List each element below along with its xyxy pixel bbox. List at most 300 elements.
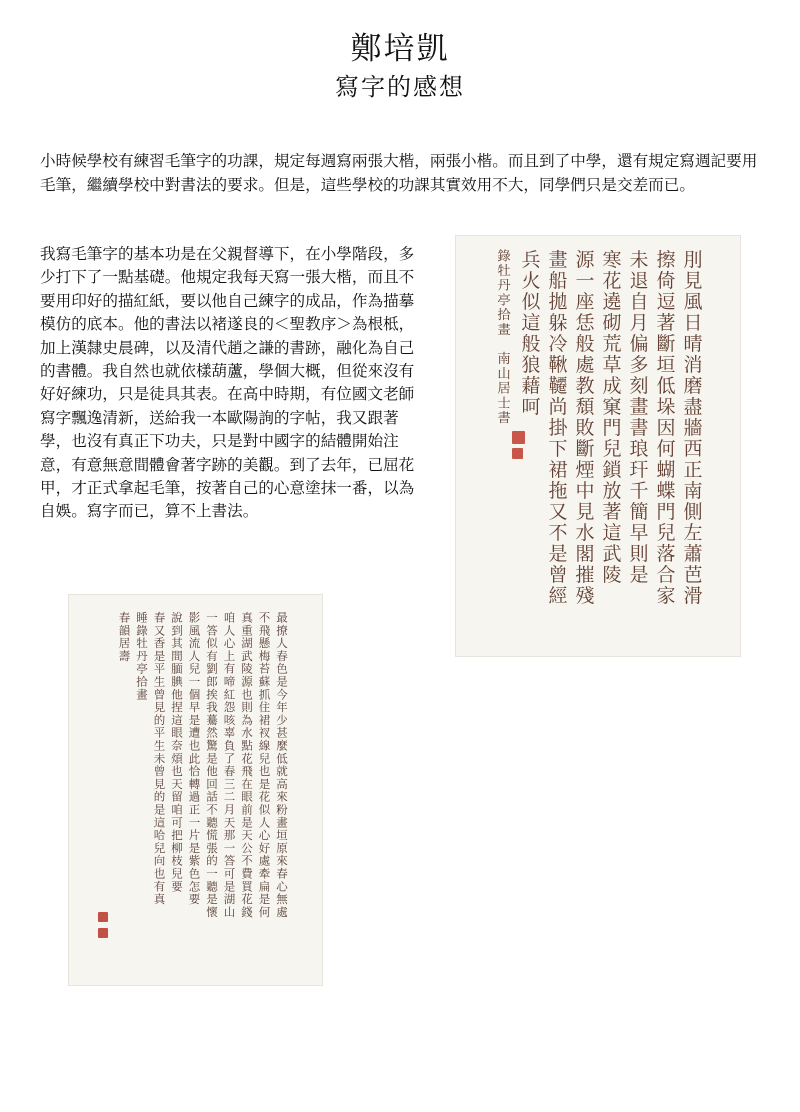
page-subtitle: 寫字的感想 [335,73,465,101]
glyph: 其 [171,636,183,651]
glyph: 擦 [656,249,676,271]
glyph: 眼 [171,725,183,740]
glyph: 退 [629,270,649,292]
glyph: 是 [188,712,201,727]
glyph: 摧 [575,564,595,586]
glyph: 最 [276,610,288,625]
glyph: 兵 [521,249,541,271]
glyph: 眼 [241,789,253,804]
glyph: 有 [153,879,166,894]
glyph: 此 [188,751,201,766]
glyph: 風 [683,291,703,313]
glyph: 為 [241,712,253,727]
glyph: 躲 [548,312,568,334]
glyph: 也 [171,764,183,779]
glyph: 下 [548,438,568,460]
glyph: 亭 [136,661,148,676]
calligraphy-scroll-2-column [171,611,184,894]
glyph: 水 [241,725,253,740]
calligraphy-scroll-2-column [154,611,166,907]
glyph: 窠 [602,396,622,418]
glyph: 風 [188,623,201,638]
glyph: 是 [206,751,218,766]
glyph: 個 [188,687,201,702]
glyph: 生 [153,738,166,753]
glyph: 兒 [656,522,676,544]
glyph: 早 [629,522,649,544]
glyph: 消 [683,354,703,376]
glyph: 水 [575,522,595,544]
glyph: 真 [153,892,166,907]
glyph: 要 [188,892,201,907]
glyph: 似 [521,291,541,313]
glyph: 年 [276,700,288,715]
glyph: 日 [683,312,703,334]
glyph: 有 [223,661,236,676]
glyph: 因 [656,417,676,439]
glyph: 回 [206,776,218,791]
glyph: 飛 [258,623,271,638]
glyph: 正 [683,459,703,481]
glyph: 費 [241,866,253,881]
glyph: 兒 [153,840,166,855]
glyph: 武 [602,543,622,565]
glyph: 見 [575,501,595,523]
glyph: 源 [241,674,253,689]
glyph: 逗 [656,291,676,313]
glyph: 倚 [656,270,676,292]
glyph: 這 [171,712,183,727]
glyph: 敗 [575,417,595,439]
glyph: 人 [188,648,201,663]
glyph: 也 [153,866,166,881]
glyph: 點 [241,738,253,753]
glyph: 話 [206,789,218,804]
glyph: 見 [683,270,703,292]
glyph: 著 [602,501,622,523]
glyph: 把 [171,828,183,843]
glyph: 滑 [683,585,703,607]
glyph: 郎 [206,674,218,689]
glyph: 三 [223,776,236,791]
glyph: 片 [188,828,201,843]
glyph: 書 [497,411,511,426]
glyph: 那 [223,828,236,843]
glyph: 陵 [602,564,622,586]
glyph: 是 [153,648,166,663]
glyph: 恁 [575,312,595,334]
calligraphy-scroll-2-column [189,611,201,907]
glyph: 中 [575,480,595,502]
glyph: 似 [206,636,218,651]
calligraphy-scroll-1 [455,235,741,657]
glyph: 怨 [223,700,236,715]
glyph: 撩 [276,623,288,638]
glyph: 是 [188,840,201,855]
glyph: 居 [497,381,511,397]
glyph: 影 [188,610,201,625]
glyph: 來 [276,789,288,804]
glyph: 自 [629,291,649,313]
glyph: 錄 [497,249,511,265]
glyph: 是 [223,879,236,894]
glyph: 多 [629,354,649,376]
glyph: 香 [153,636,166,651]
glyph: 是 [548,543,568,565]
calligraphy-scroll-2 [68,594,323,986]
glyph: 春 [276,648,288,663]
glyph: 有 [206,648,218,663]
glyph: 低 [656,375,676,397]
intro-paragraph: 小時候學校有練習毛筆字的功課，規定每週寫兩張大楷，兩張小楷。而且到了中學，還有規定寫週記要用毛筆，繼續學校中對書法的要求。但是，這些學校的功課其實效用不大，同學們只是交差而已。 [40,152,758,194]
glyph: 不 [548,522,568,544]
glyph: 扁 [258,879,271,894]
calligraphy-scroll-2-column [206,611,218,919]
glyph: 山 [497,366,511,382]
body-paragraph: 我寫毛筆字的基本功是在父親督導下，在小學階段，多少打下了一點基礎。他規定我每天寫一張大楷，而且不要用印好的描紅紙，要以他自己練字的成品，作為描摹模仿的底本。他的書法以褚遂良的＜聖教序＞為根柢，加上漢隸史晨碑，以及清代趙之謙的書跡，融化為自己的書體。我自然也就依樣葫蘆，學個大概，但從來沒有好好練功，只是徒具其表。在高中時期，有位國文老師寫字飄逸清新，送給我一本歐陽詢的字帖，我又跟著學，也沒有真正下功夫，只是對中國字的結體開始注意，有意無意間體會著字跡的美觀。到了去年，已屈花甲，才正式拿起毛筆，按著自己的心意塗抹一番，以為自娛。寫字而已，算不上書法。 [40,245,415,521]
glyph: 衩 [258,725,271,740]
glyph: 過 [188,789,201,804]
glyph: 人 [276,636,288,651]
glyph: 說 [171,610,183,625]
glyph: 無 [276,892,288,907]
glyph: 辜 [223,725,236,740]
glyph: 紫 [188,853,201,868]
glyph: 砌 [602,312,622,334]
glyph: 南 [497,352,511,368]
glyph: 鞦 [548,354,568,376]
glyph: 咳 [223,712,236,727]
glyph: 兒 [171,866,183,881]
glyph: 丹 [497,278,511,294]
glyph: 蕭 [683,543,703,565]
glyph: 是 [241,815,253,830]
glyph: 裙 [548,459,568,481]
glyph: 千 [629,480,649,502]
seal-stamp [98,928,108,938]
glyph: 牆 [683,417,703,439]
glyph: 生 [153,674,166,689]
glyph: 左 [683,522,703,544]
glyph: 心 [223,636,236,651]
glyph: 挨 [206,687,218,702]
glyph: 遶 [602,291,622,313]
glyph: 書 [629,417,649,439]
glyph: 咱 [171,802,183,817]
glyph: 真 [241,610,253,625]
glyph: 成 [602,375,622,397]
calligraphy-scroll-1-image [455,235,741,657]
calligraphy-scroll-2-column [136,611,148,702]
glyph: 這 [602,522,622,544]
glyph: 聽 [206,815,218,830]
calligraphy-scroll-2-column [224,611,237,919]
glyph: 也 [241,687,253,702]
glyph: 冷 [548,333,568,355]
glyph: 則 [241,700,253,715]
glyph: 在 [241,776,253,791]
glyph: 重 [241,623,253,638]
glyph: 飛 [241,764,253,779]
glyph: 湖 [241,636,253,651]
glyph: 色 [188,866,201,881]
glyph: 未 [629,249,649,271]
glyph: 人 [258,815,271,830]
glyph: 牽 [258,866,271,881]
glyph: 遭 [188,725,201,740]
glyph: 落 [656,543,676,565]
page-title: 鄭培凱 [350,31,450,67]
glyph: 二 [223,789,236,804]
glyph: 藉 [521,375,541,397]
glyph: 聽 [206,879,218,894]
glyph: 買 [241,879,253,894]
glyph: 也 [258,764,271,779]
glyph: 麼 [276,738,288,753]
glyph: 高 [276,776,288,791]
glyph: 來 [276,853,288,868]
glyph: 處 [276,904,288,919]
glyph: 抓 [258,687,271,702]
glyph: 人 [223,623,236,638]
glyph: 原 [276,840,288,855]
glyph: 劉 [206,661,218,676]
glyph: 琅 [629,438,649,460]
glyph: 荒 [602,333,622,355]
glyph: 轉 [188,776,201,791]
glyph: 垣 [656,354,676,376]
seal-stamp [98,912,108,922]
calligraphy-scroll-1-column [548,249,568,607]
glyph: 著 [656,312,676,334]
glyph: 曾 [153,687,166,702]
glyph: 未 [153,751,166,766]
glyph: 流 [188,636,201,651]
glyph: 晴 [683,333,703,355]
glyph: 天 [171,776,183,791]
glyph: 這 [521,312,541,334]
glyph: 正 [188,802,201,817]
glyph: 好 [258,840,271,855]
glyph: 負 [223,738,236,753]
glyph: 天 [241,828,253,843]
glyph: 我 [206,700,218,715]
glyph: 懸 [258,636,271,651]
glyph: 磨 [683,375,703,397]
glyph: 何 [656,438,676,460]
glyph: 住 [258,700,271,715]
glyph: 間 [171,648,183,663]
glyph: 經 [548,585,568,607]
glyph: 柳 [171,840,183,855]
glyph: 刖 [683,249,703,271]
calligraphy-scroll-2-image [68,594,323,986]
glyph: 側 [683,501,703,523]
glyph: 畫 [497,322,511,338]
glyph: 源 [575,249,595,271]
glyph: 睡 [136,610,148,625]
calligraphy-scroll-1-column [656,249,675,607]
glyph: 早 [188,700,201,715]
glyph: 煙 [575,459,595,481]
glyph: 不 [258,610,271,625]
glyph: 也 [188,738,201,753]
glyph: 牡 [136,636,148,651]
glyph: 月 [223,802,236,817]
seal-stamp [512,431,525,444]
glyph: 心 [258,828,271,843]
glyph: 狼 [521,354,541,376]
glyph: 南 [683,480,703,502]
glyph: 芭 [683,564,703,586]
glyph: 不 [206,802,218,817]
glyph: 煩 [171,751,183,766]
glyph: 拖 [548,480,568,502]
glyph: 他 [171,687,183,702]
glyph: 畫 [276,815,288,830]
glyph: 一 [206,866,218,881]
glyph: 可 [223,866,236,881]
glyph: 見 [153,776,166,791]
glyph: 湖 [223,892,236,907]
glyph: 陵 [241,661,253,676]
glyph: 見 [153,700,166,715]
glyph: 蘇 [258,674,271,689]
glyph: 家 [656,585,676,607]
glyph: 啼 [223,674,236,689]
glyph: 公 [241,840,253,855]
glyph: 上 [223,648,236,663]
glyph: 平 [153,661,166,676]
glyph: 蝶 [656,480,676,502]
glyph: 的 [153,789,166,804]
glyph: 不 [241,853,253,868]
glyph: 韆 [548,375,568,397]
calligraphy-scroll-2-column [241,611,253,919]
glyph: 居 [118,636,131,651]
glyph: 尚 [548,396,568,418]
glyph: 心 [276,879,288,894]
glyph: 腼 [171,661,183,676]
glyph: 刻 [629,375,649,397]
glyph: 蝴 [656,459,676,481]
glyph: 粉 [276,802,288,817]
glyph: 就 [276,764,288,779]
glyph: 一 [575,270,595,292]
glyph: 座 [575,291,595,313]
glyph: 韻 [118,623,131,638]
glyph: 答 [206,623,218,638]
calligraphy-scroll-2-column [119,611,131,663]
glyph: 處 [575,354,595,376]
seal-stamp [512,448,523,459]
glyph: 哈 [153,828,166,843]
calligraphy-scroll-1-column [521,249,541,418]
glyph: 武 [241,648,253,663]
glyph: 何 [258,904,271,919]
glyph: 驚 [206,738,218,753]
glyph: 然 [206,725,218,740]
glyph: 拾 [497,308,511,324]
glyph: 頹 [575,396,595,418]
glyph: 低 [276,751,288,766]
glyph: 教 [575,375,595,397]
glyph: 春 [223,764,236,779]
glyph: 花 [258,789,271,804]
glyph: 寒 [602,249,622,271]
glyph: 放 [602,480,622,502]
glyph: 錢 [241,904,253,919]
glyph: 錄 [136,623,148,638]
glyph: 奈 [171,738,183,753]
glyph: 曾 [548,564,568,586]
glyph: 壽 [118,648,131,663]
glyph: 裙 [258,712,271,727]
glyph: 牡 [497,264,511,279]
calligraphy-scroll-1-column [683,249,702,607]
glyph: 兒 [602,438,622,460]
glyph: 畫 [629,396,649,418]
glyph: 畫 [548,249,568,271]
glyph: 留 [171,789,183,804]
glyph: 般 [521,333,541,355]
glyph: 又 [548,501,568,523]
glyph: 兒 [188,661,201,676]
glyph: 今 [276,687,288,702]
glyph: 腆 [171,674,183,689]
glyph: 到 [171,623,183,638]
glyph: 春 [276,866,288,881]
glyph: 花 [241,892,253,907]
glyph: 門 [656,501,676,523]
glyph: 又 [153,623,166,638]
glyph: 兒 [258,751,271,766]
glyph: 般 [575,333,595,355]
glyph: 他 [206,764,218,779]
glyph: 是 [153,802,166,817]
glyph: 張 [206,840,218,855]
glyph: 門 [602,417,622,439]
glyph: 是 [258,892,271,907]
glyph: 玕 [629,459,649,481]
glyph: 曾 [153,764,166,779]
glyph: 處 [258,853,271,868]
glyph: 是 [258,776,271,791]
glyph: 似 [258,802,271,817]
calligraphy-scroll-2-column [259,611,271,919]
glyph: 斷 [575,438,595,460]
glyph: 草 [602,354,622,376]
glyph: 天 [223,815,236,830]
glyph: 殘 [575,585,595,607]
glyph: 一 [206,610,218,625]
glyph: 咱 [223,610,236,625]
glyph: 梅 [258,648,271,663]
glyph: 丹 [136,648,148,663]
glyph: 線 [258,738,271,753]
glyph: 垣 [276,828,288,843]
glyph: 西 [683,438,703,460]
glyph: 向 [153,853,166,868]
glyph: 簡 [629,501,649,523]
glyph: 答 [223,853,236,868]
glyph: 拾 [136,674,148,689]
glyph: 的 [153,712,166,727]
glyph: 少 [276,712,288,727]
glyph: 春 [153,610,166,625]
glyph: 慌 [206,828,218,843]
glyph: 呵 [521,396,541,418]
